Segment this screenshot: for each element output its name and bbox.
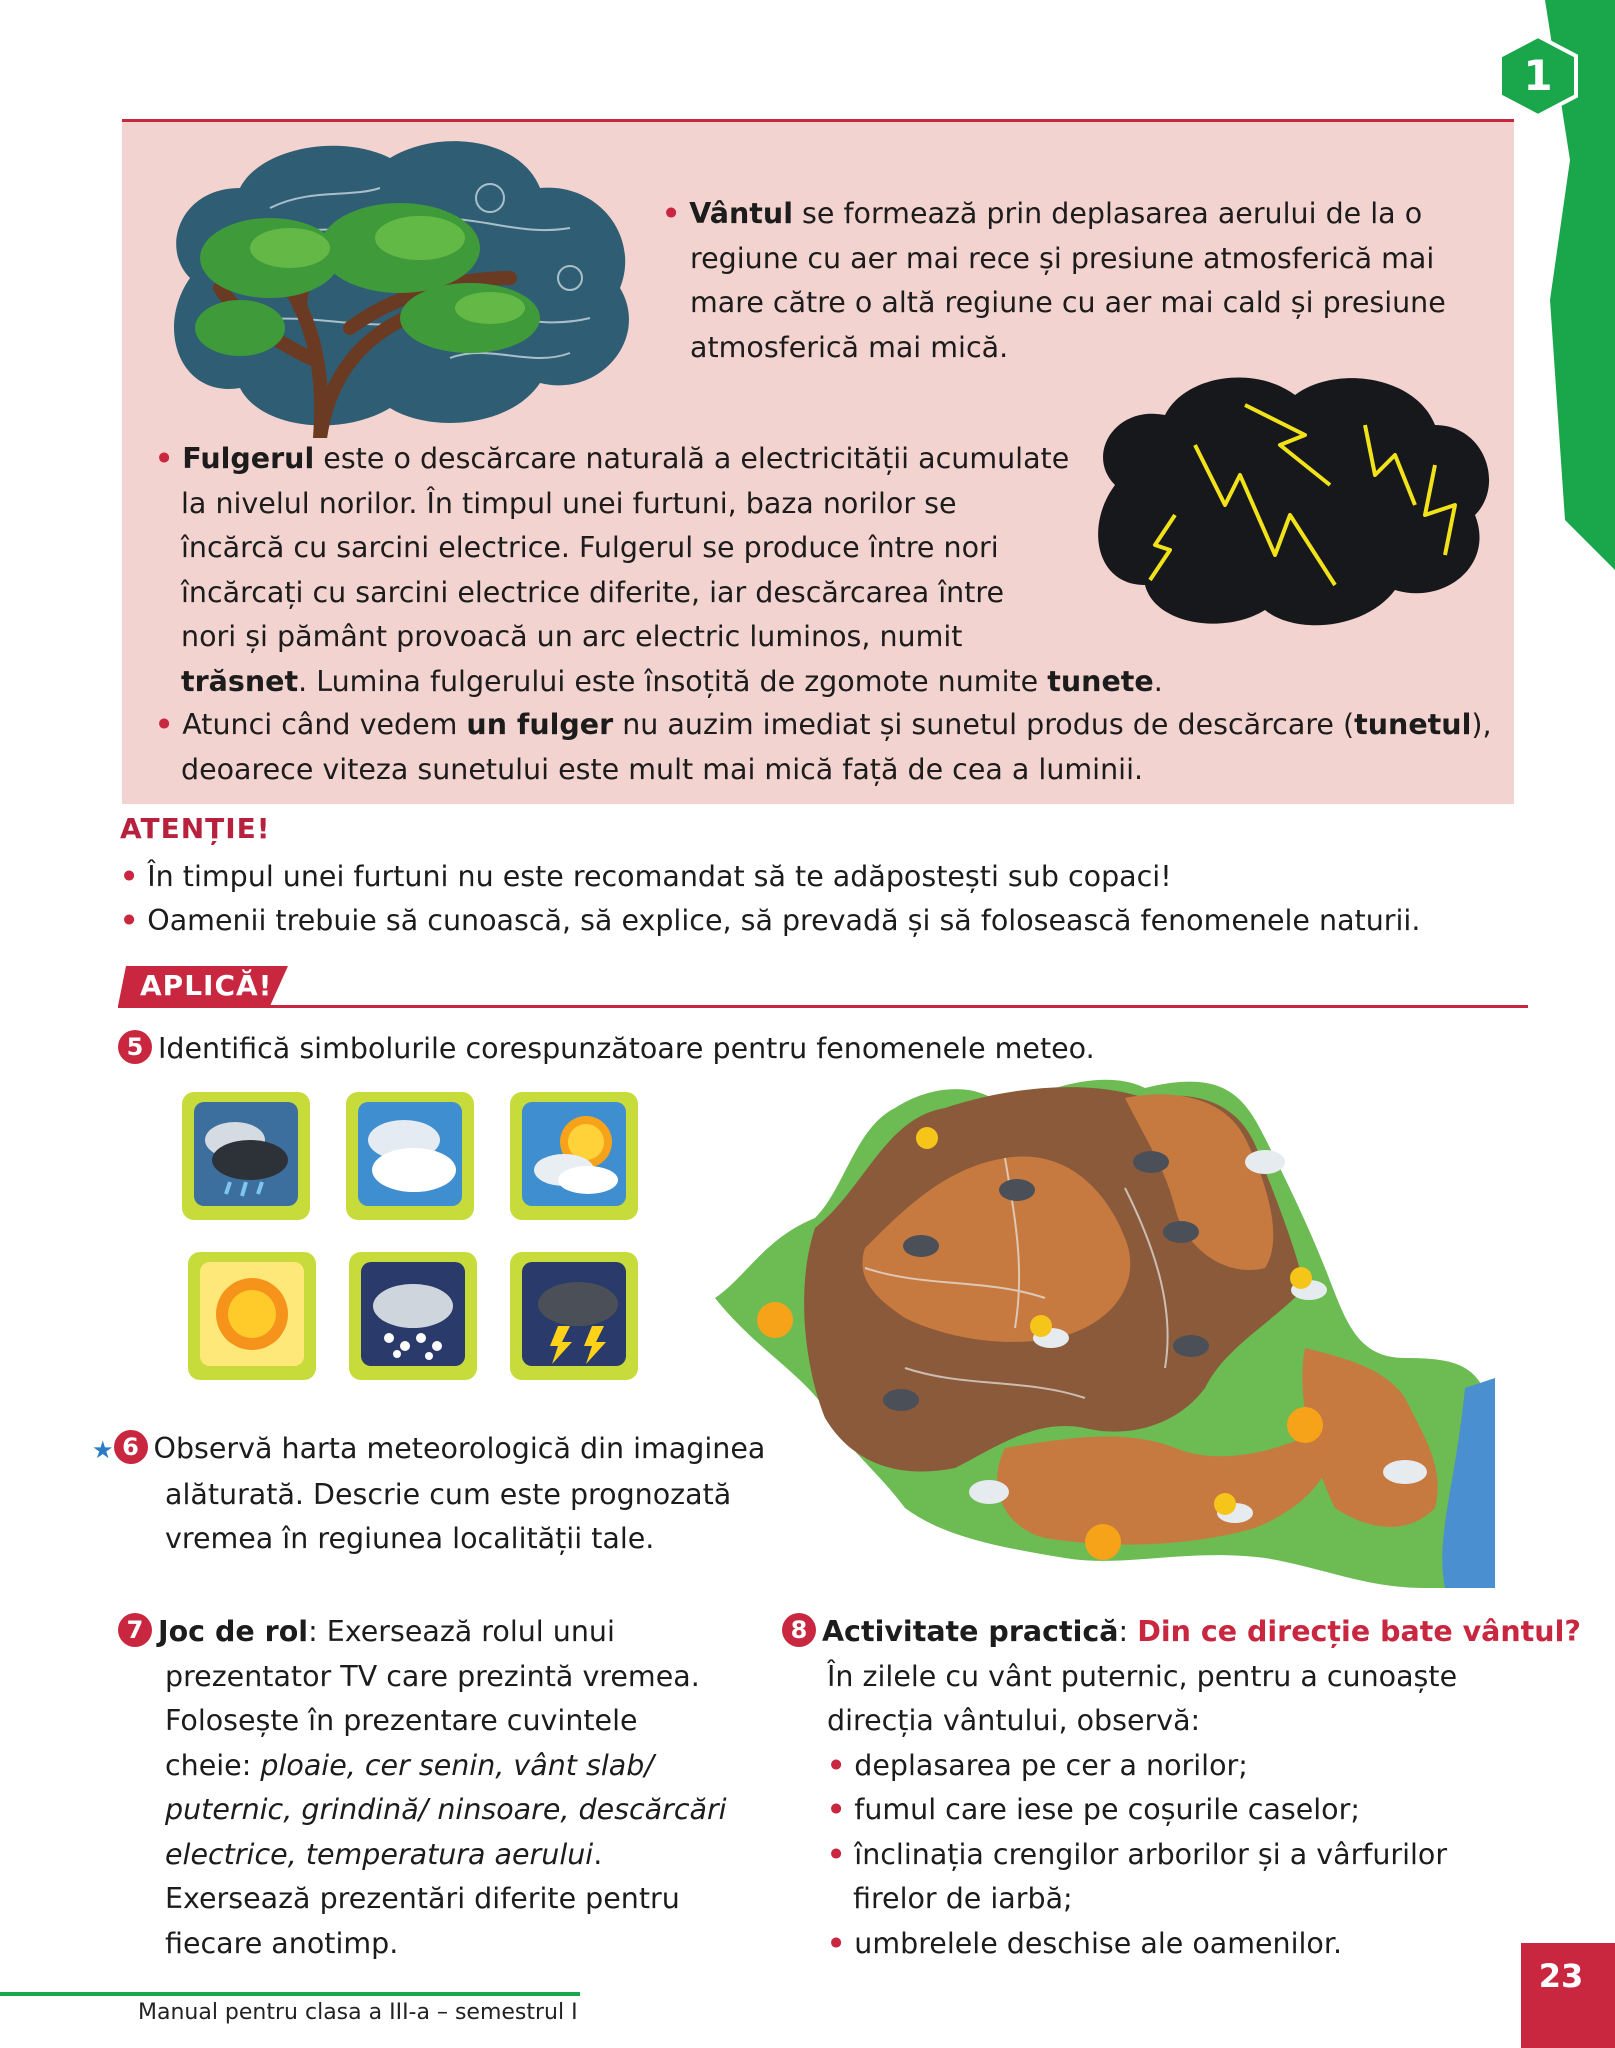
weather-map [705, 1068, 1525, 1598]
lightning-term: Fulgerul [182, 442, 315, 475]
task-6-line-3: vremea în regiunea localității tale. [165, 1522, 655, 1555]
task-number: 8 [782, 1613, 816, 1647]
footer-text: Manual pentru clasa a III-a – semestrul I [138, 2000, 578, 2025]
rain-cloud-icon [180, 1090, 312, 1222]
task-7-title: Joc de rol [158, 1615, 309, 1648]
thunder-term-2: tunetul [1354, 708, 1472, 741]
task-number: 5 [118, 1030, 152, 1064]
bullet: • [827, 1793, 846, 1826]
thunder-end: ), [1471, 708, 1492, 741]
task-7-line-8: fiecare anotimp. [165, 1926, 399, 1960]
task-8-line-3: direcția vântului, observă: [827, 1704, 1201, 1737]
wind-term: Vântul [689, 197, 793, 230]
thunderstorm-icon [508, 1250, 640, 1382]
task-7-line-4a: cheie: [165, 1748, 261, 1782]
task-7 [118, 1610, 727, 1966]
a-lightning-term: un fulger [466, 708, 614, 741]
windy-tree-icon [150, 128, 650, 438]
colon: : [1118, 1615, 1138, 1648]
period: . [1153, 664, 1163, 698]
task-7-keywords-1: ploaie, cer senin, vânt slab/ [260, 1748, 654, 1782]
attention-title: ATENȚIE! [120, 812, 271, 845]
chapter-badge [1496, 34, 1580, 118]
partly-sunny-icon [508, 1090, 640, 1222]
task-6-line-2: alăturată. Descrie cum este prognozată [165, 1477, 732, 1511]
lightning-line-2: la nivelul norilor. În timpul unei furtuni, baza norilor se [181, 486, 957, 520]
bullet: • [155, 708, 174, 741]
task-5 [118, 1027, 1095, 1072]
lightning-line-3: încărcă cu sarcini electrice. Fulgerul se produce între nori [181, 531, 999, 564]
apply-section-header [118, 966, 1528, 1006]
snow-cloud-icon [347, 1250, 479, 1382]
sun-icon [186, 1250, 318, 1382]
task-number: 6 [114, 1430, 148, 1464]
thunder-paragraph [155, 703, 1492, 792]
thunder-start: Atunci când vedem [182, 708, 458, 741]
cloudy-icon [344, 1090, 476, 1222]
task-8-line-2: În zilele cu vânt puternic, pentru a cunoaște [827, 1659, 1458, 1693]
lightning-line-4: încărcați cu sarcini electrice diferite, iar descărcarea între [181, 575, 1005, 609]
page-number-badge [1521, 1943, 1615, 2048]
thunder-term: tunete [1047, 664, 1154, 698]
lightning-line-1: este o descărcare naturală a electricității acumulate [323, 442, 1070, 475]
task-8-item-2: fumul care iese pe coșurile caselor; [854, 1793, 1360, 1826]
task-7-line-7: Exersează prezentări diferite pentru [165, 1882, 680, 1915]
bullet: • [120, 904, 139, 937]
task-7-line-3: Folosește în prezentare cuvintele [165, 1704, 638, 1737]
bullet: • [155, 442, 174, 475]
footer-divider [0, 1992, 580, 1996]
task-8-question: Din ce direcție bate vântul? [1137, 1615, 1581, 1648]
bullet: • [827, 1837, 846, 1871]
period: . [593, 1837, 603, 1871]
bullet: • [827, 1926, 846, 1960]
attention-item-2 [120, 899, 1420, 943]
star-icon: ★ [92, 1436, 114, 1464]
bullet: • [662, 197, 681, 230]
chapter-number: 1 [1523, 51, 1553, 100]
task-8-title: Activitate practică [822, 1615, 1119, 1648]
task-8-item-1: deplasarea pe cer a norilor; [854, 1748, 1248, 1782]
wind-line-4: atmosferică mai mică. [690, 330, 1009, 364]
thunder-line-2: deoarece viteza sunetului este mult mai mică față de cea a luminii. [181, 752, 1144, 786]
task-7-keywords-3: electrice, temperatura aerului [165, 1837, 594, 1871]
task-6-line-1: Observă harta meteorologică din imaginea [153, 1432, 766, 1465]
task-8-item-3: înclinația crengilor arborilor și a vârfurilor [854, 1837, 1448, 1871]
lightning-line-6: . Lumina fulgerului este însoțită de zgomote numite [298, 664, 1039, 698]
lightning-paragraph [155, 437, 1163, 704]
task-5-text: Identifică simbolurile corespunzătoare pentru fenomenele meteo. [158, 1032, 1095, 1065]
attention-text-1: În timpul unei furtuni nu este recomandat să te adăpostești sub copaci! [147, 860, 1172, 893]
wind-line-1: se formează prin deplasarea aerului de la o [802, 197, 1423, 230]
task-7-keywords-2: puternic, grindină/ ninsoare, descărcări [165, 1793, 727, 1826]
lightning-line-5: nori și pământ provoacă un arc electric luminos, numit [181, 620, 963, 653]
apply-divider [118, 1005, 1528, 1008]
bolt-term: trăsnet [181, 664, 299, 698]
task-7-line-2: prezentator TV care prezintă vremea. [165, 1659, 700, 1693]
thunder-mid: nu auzim imediat și sunetul produs de descărcare ( [622, 708, 1355, 741]
page-number: 23 [1538, 1957, 1584, 1995]
apply-label: APLICĂ! [140, 969, 273, 1002]
task-number: 7 [118, 1613, 152, 1647]
attention-text-2: Oamenii trebuie să cunoască, să explice, să prevadă și să folosească fenomenele naturii. [147, 904, 1421, 937]
task-8-item-4: umbrelele deschise ale oamenilor. [854, 1926, 1343, 1960]
task-8 [782, 1610, 1581, 1966]
task-8-item-3-cont: firelor de iarbă; [853, 1882, 1073, 1915]
wind-paragraph [662, 192, 1446, 370]
attention-item-1 [120, 855, 1172, 899]
bullet: • [827, 1748, 846, 1782]
task-7-line-1: : Exersează rolul unui [308, 1615, 615, 1648]
wind-line-2: regiune cu aer mai rece și presiune atmosferică mai [690, 241, 1435, 275]
bullet: • [120, 860, 139, 893]
wind-line-3: mare către o altă regiune cu aer mai cald și presiune [690, 286, 1446, 319]
task-6 [92, 1427, 765, 1562]
